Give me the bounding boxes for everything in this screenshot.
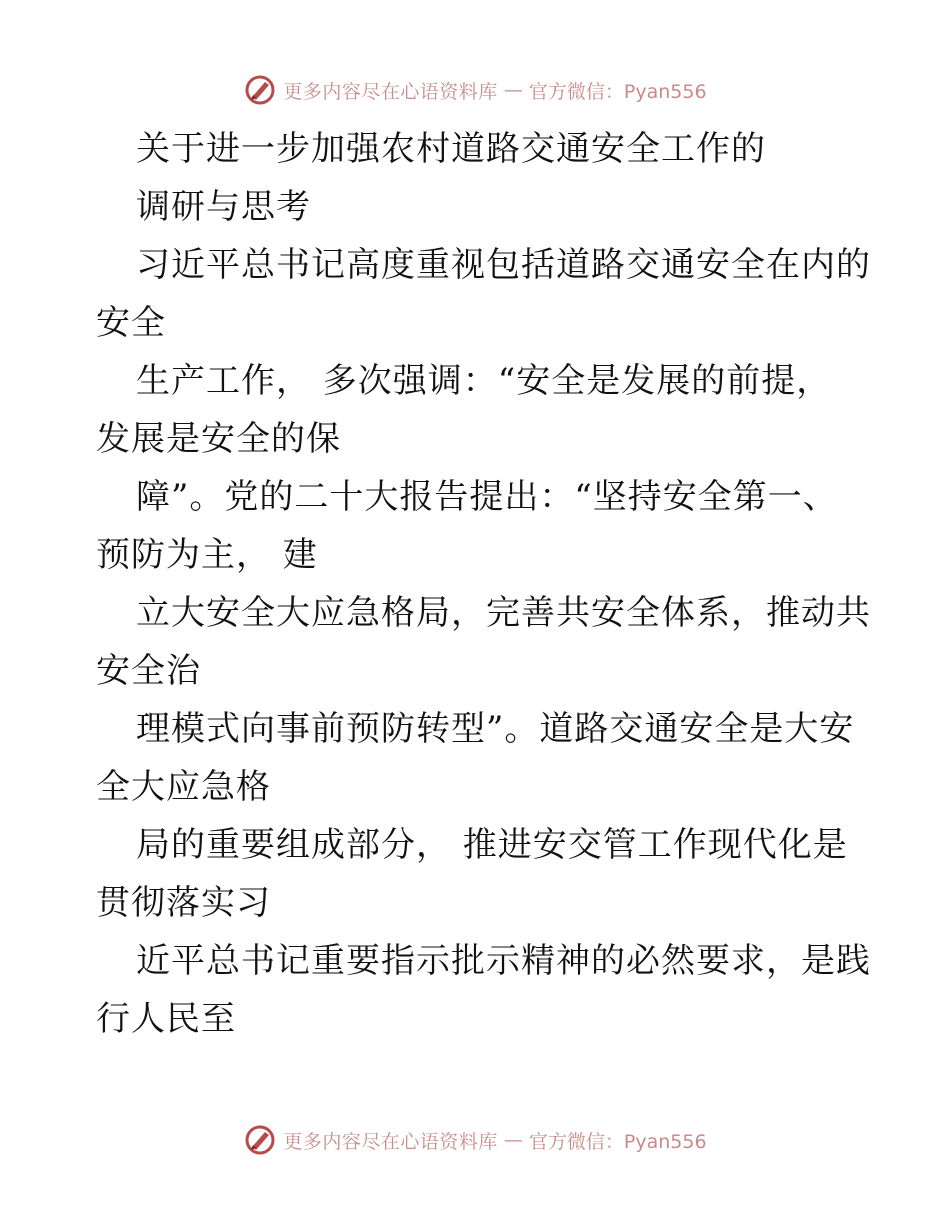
text-line: 理模式向事前预防转型”。道路交通安全是大安 [136, 709, 855, 749]
banner-dash: — [503, 79, 523, 101]
banner-wechat: 官方微信：Pyan556 [528, 1130, 707, 1153]
text-line: 全大应急格 [96, 767, 271, 807]
banner-dash: — [503, 1129, 523, 1151]
title-line-1: 关于进一步加强农村道路交通安全工作的 [136, 129, 766, 169]
banner-wechat: 官方微信：Pyan556 [528, 80, 707, 103]
footer-banner [0, 1120, 950, 1160]
document-body [96, 120, 871, 1048]
header-banner [0, 70, 950, 110]
text-line: 生产工作， 多次强调：“安全是发展的前提， [136, 361, 832, 401]
text-line: 障”。党的二十大报告提出：“坚持安全第一、 [136, 477, 838, 517]
banner-text: 更多内容尽在心语资料库 [283, 1130, 498, 1153]
pen-logo-icon [243, 1123, 277, 1157]
text-line: 发展是安全的保 [96, 419, 341, 459]
text-line: 预防为主， 建 [96, 535, 318, 575]
pen-logo-icon [243, 73, 277, 107]
text-line: 局的重要组成部分， 推进安交管工作现代化是 [136, 825, 848, 865]
text-line: 行人民至 [96, 999, 236, 1039]
title-line-2: 调研与思考 [136, 187, 311, 227]
banner-text: 更多内容尽在心语资料库 [283, 80, 498, 103]
text-line: 安全治 [96, 651, 201, 691]
text-line: 近平总书记重要指示批示精神的必然要求，是践 [136, 941, 871, 981]
text-line: 贯彻落实习 [96, 883, 271, 923]
text-line: 习近平总书记高度重视包括道路交通安全在内的 [136, 245, 871, 285]
text-line: 安全 [96, 303, 166, 343]
text-line: 立大安全大应急格局，完善共安全体系，推动共 [136, 593, 871, 633]
